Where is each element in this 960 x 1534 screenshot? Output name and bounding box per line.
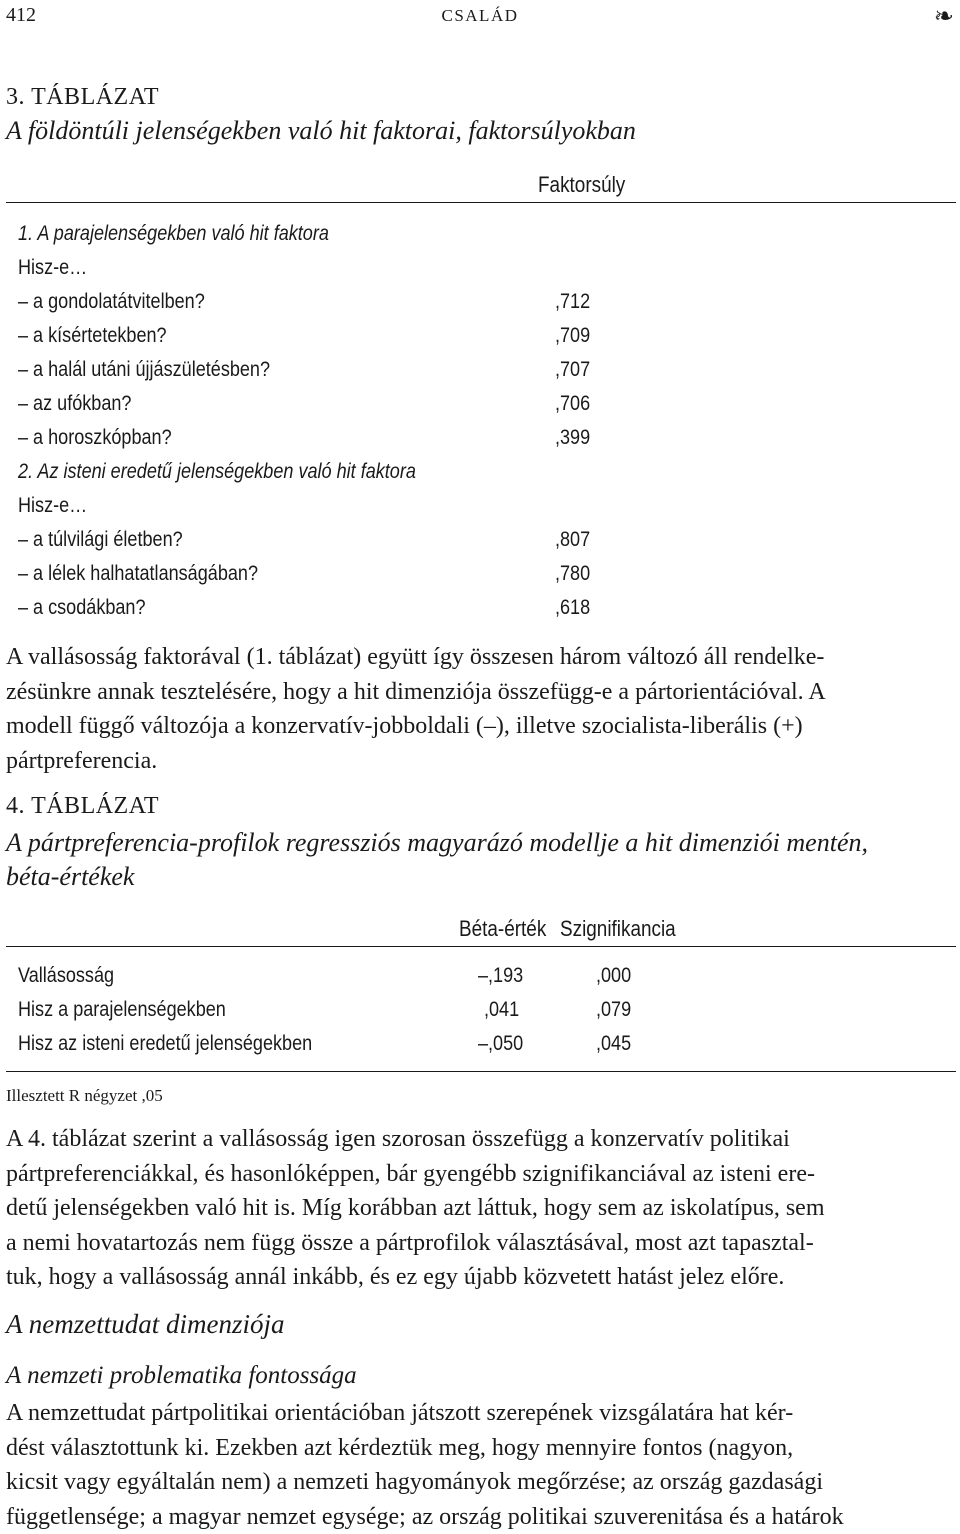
table3-value: ,709 [555,324,591,347]
table4-caption [6,826,946,894]
table3 [0,0,960,640]
table3-line: – a csodákban? [18,596,146,619]
subsection-heading: A nemzeti problematika fontossága [6,1362,357,1389]
table3-value: ,399 [555,426,591,449]
table3-line: 2. Az isteni eredetű jelenségekben való hit faktora [18,460,416,483]
table4-row-label: Hisz a parajelenségekben [18,998,226,1021]
section-heading: A nemzettudat dimenziója [6,1309,285,1339]
table3-value: ,706 [555,392,591,415]
table4-sig: ,045 [596,1032,632,1055]
running-title: CSALÁD [441,6,519,25]
paragraph-line: A 4. táblázat szerint a vallásosság igen szorosan összefügg a konzervatív politikai [6,1126,790,1152]
paragraph-line: a nemi hovatartozás nem függ össze a pártprofilok választásával, most azt tapasztal- [6,1229,814,1256]
paragraph-line: függetlensége; a magyar nemzet egysége; az ország politikai szuverenitása és a határok [6,1503,844,1530]
paragraph-line: kicsit vagy egyáltalán nem) a nemzeti hagyományok megőrzése; az ország gazdasági [6,1469,823,1495]
table4-rule-bottom [6,1071,956,1072]
table3-value: ,618 [555,596,591,619]
table4-label: 4. TÁBLÁZAT [6,793,160,819]
table3-line: – az ufókban? [18,392,132,415]
table4-col-beta: Béta-érték [459,916,547,941]
table3-line: 1. A parajelenségekben való hit faktora [18,222,329,245]
table3-value: ,707 [555,358,591,381]
paragraph-line: modell függő változója a konzervatív-jobboldali (–), illetve szocialista-liberális (+) [6,713,803,739]
table4-col-sig: Szignifikancia [560,916,676,941]
table4-sig: ,000 [596,964,632,987]
paragraph-line: tuk, hogy a vallásosság annál inkább, és ez egy újabb közvetett hatást jelez előre. [6,1264,785,1290]
paragraph-line: zésünkre annak tesztelésére, hogy a hit dimenziója összefügg-e a pártorientációval. A [6,678,826,705]
table4-row-label: Vallásosság [18,964,115,987]
table3-value: ,780 [555,562,591,585]
table3-line: – a horoszkópban? [18,426,172,449]
table3-label: 3. TÁBLÁZAT [6,84,160,110]
page-number: 412 [6,4,36,26]
table4-sig: ,079 [596,998,632,1021]
table3-value: ,807 [555,528,591,551]
table4-beta: –,193 [478,964,524,987]
table3-rule [6,202,956,203]
table3-line: – a gondolatátvitelben? [18,290,205,313]
body-paragraph [6,1122,956,1295]
paragraph-line: A vallásosság faktorával (1. táblázat) együtt így összesen három változó áll rendelke- [6,644,825,670]
table3-line: – a lélek halhatatlanságában? [18,562,258,585]
table3-line: Hisz-e… [18,494,88,517]
table3-caption: A földöntúli jelenségekben való hit faktorai, faktorsúlyokban [6,116,636,145]
paragraph-line: A nemzettudat pártpolitikai orientációban játszott szerepének vizsgálatára hat kér- [6,1400,794,1426]
paragraph-line: pártpreferencia. [6,747,158,774]
table4-row-label: Hisz az isteni eredetű jelenségekben [18,1032,313,1055]
table4-caption-line: béta-értékek [6,862,135,891]
table3-value: ,712 [555,290,591,313]
paragraph-line: pártpreferenciákkal, és hasonlóképpen, bár gyengébb szignifikanciával az isteni ere- [6,1160,815,1187]
body-paragraph [6,1396,956,1534]
table3-line: – a kísértetekben? [18,324,167,347]
table4-caption-line: A pártpreferencia-profilok regressziós magyarázó modellje a hit dimenziói mentén, [6,828,868,857]
table4-beta: –,050 [478,1032,524,1055]
table3-line: – a túlvilági életben? [18,528,183,551]
table4-rule-top [6,946,956,947]
fleuron-icon: ❧ [933,4,954,30]
table3-line: – a halál utáni újjászületésben? [18,358,271,381]
body-paragraph [6,640,956,778]
table3-column-header: Faktorsúly [538,172,626,197]
table4-beta: ,041 [484,998,520,1021]
paragraph-line: detű jelenségekben való hit is. Míg korábban azt láttuk, hogy sem az iskolatípus, sem [6,1195,825,1221]
paragraph-line: dést választottunk ki. Ezekben azt kérdeztük meg, hogy mennyire fontos (nagyon, [6,1434,794,1461]
table3-line: Hisz-e… [18,256,88,279]
table4-footnote: Illesztett R négyzet ,05 [6,1086,163,1105]
